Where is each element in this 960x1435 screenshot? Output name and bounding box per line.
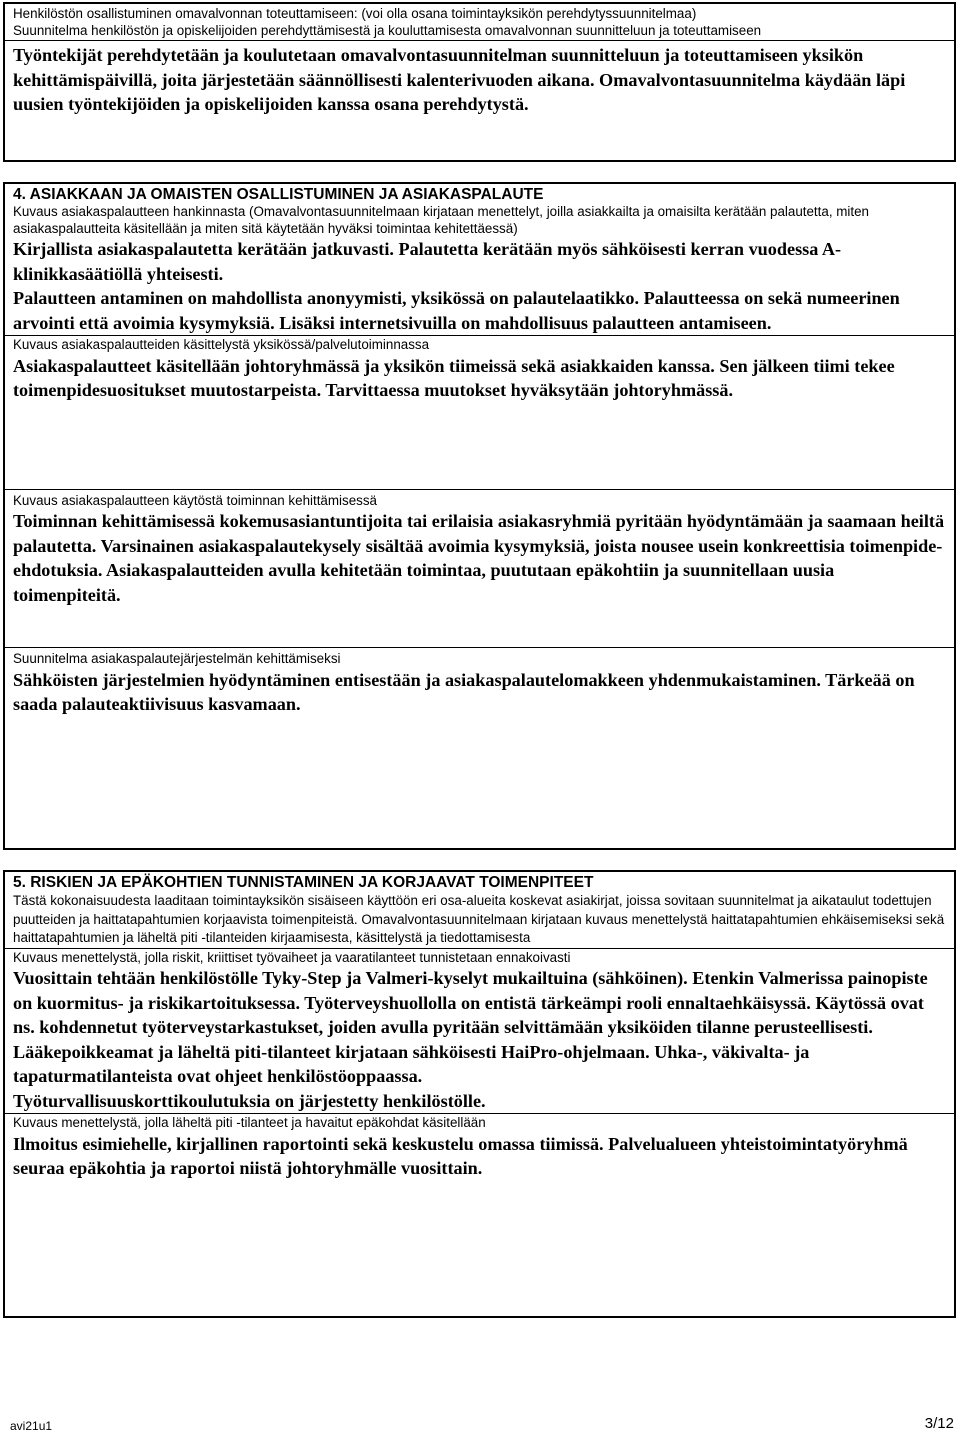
- near-miss-label: Kuvaus menettelystä, jolla läheltä piti -tilanteet ja havaitut epäkohdat käsitellään: [13, 1115, 486, 1130]
- risk-reporting-text: Lääkepoikkeamat ja läheltä piti-tilanteet kirjataan sähköisesti HaiPro-ohjelmaan. Uhka-, väkivalta- ja tapaturmatilanteista ovat ohjeet henkilöstöoppaassa.: [13, 1041, 810, 1086]
- section-4-heading: 4. ASIAKKAAN JA OMAISTEN OSALLISTUMINEN JA ASIAKASPALAUTE: [13, 186, 544, 203]
- feedback-collection-label: Kuvaus asiakaspalautteen hankinnasta (Omavalvontasuunnitelmaan kirjataan menettelyt, joilla asiakkailta ja omaisilta kerätään palautetta, miten asiakaspalautteita käsitellään ja miten sitä käytetään hyväksi toimintaa kehitettäessä): [13, 204, 870, 236]
- feedback-handling-label: Kuvaus asiakaspalautteiden käsittelystä yksikössä/palvelutoiminnassa: [13, 337, 430, 352]
- section-5-heading: 5. RISKIEN JA EPÄKOHTIEN TUNNISTAMINEN JA KORJAAVAT TOIMENPITEET: [13, 874, 594, 891]
- near-miss-text: Ilmoitus esimiehelle, kirjallinen raportointi sekä keskustelu omassa tiimissä. Palvelualueen yhteistoimintatyöryhmä seuraa epäkohtia ja raportoi niistä johtoryhmälle vuosittain.: [13, 1133, 908, 1178]
- form-code: avi21u1: [10, 1419, 53, 1433]
- feedback-collection-text-2: Palautteen antaminen on mahdollista anonyymisti, yksikössä on palautelaatikko. Palautteessa on sekä numeerinen arvointi että avoimia kysymyksiä. Lisäksi internetsivuilla on mahdollisuus palautteen antamiseen.: [5, 286, 954, 336]
- section-5-intro: Tästä kokonaisuudesta laaditaan toimintayksikön sisäiseen käyttöön eri osa-alueita koskevat asiakirjat, joissa sovitaan suunnitelmat ja aikataulut todettujen puutteiden ja haittatapahtumien korjaavista toimenpiteistä. Omavalvontasuunnitelmaan kirjataan kuvaus menettelystä haittatapahtumien ehkäisemiseksi sekä haittatapahtumien ja läheltä piti -tilanteiden kirjaamisesta, käsittelystä ja tiedottamisesta: [5, 892, 954, 949]
- risk-identification-label: Kuvaus menettelystä, jolla riskit, kriittiset työvaiheet ja vaaratilanteet tunnistetaan ennakoivasti: [13, 949, 571, 965]
- feedback-usage-label: Kuvaus asiakaspalautteen käytöstä toiminnan kehittämisessä: [13, 492, 377, 508]
- section-4-box: [3, 182, 956, 850]
- feedback-development-text: Sähköisten järjestelmien hyödyntäminen entisestään ja asiakaspalautelomakkeen yhdenmukaistaminen. Tärkeää on saada palauteaktiivisuus kasvamaan.: [13, 669, 915, 714]
- staff-orientation-label: Suunnitelma henkilöstön ja opiskelijoiden perehdyttämisestä ja kouluttamisesta omavalvonnan suunnitteluun ja toteuttamiseen: [5, 23, 954, 42]
- page-number: 3/12: [924, 1415, 954, 1432]
- feedback-usage-text: Toiminnan kehittämisessä kokemusasiantuntijoita tai erilaisia asiakasryhmiä pyritään hyödyntämään ja saamaan heiltä palautetta. Varsinainen asiakaspalautekysely sisältää avoimia kysymyksiä, joista nousee usein konkreettisia toimenpide-ehdotuksia. Asiakaspalautteiden avulla kehitetään toimintaa, puututaan epäkohtiin ja suunnitellaan uusia toimenpiteitä.: [5, 509, 954, 648]
- section-5-box: [3, 870, 956, 1318]
- risk-identification-text: Vuosittain tehtään henkilöstölle Tyky-Step ja Valmeri-kyselyt mukailtuina (sähköinen). Etenkin Valmerissa painopiste on kuormitus- ja riskikartoituksessa. Työterveyshuollolla on entistä tärkeämpi rooli ennaltaehkäisyssä. Käytössä ovat ns. kohdennetut työterveystarkastukset, joiden avulla pyritään selvittämään yksiköiden tilanne perusteellisesti.: [13, 968, 928, 1037]
- staff-orientation-text: Työntekijät perehdytetään ja koulutetaan omavalvontasuunnitelman suunnitteluun ja toteuttamiseen yksikön kehittämispäivillä, joita järjestetään säännöllisesti kalenterivuoden aikana. Omavalvontasuunnitelma käydään läpi uusien työntekijöiden ja opiskelijoiden kanssa osana perehdytystä.: [13, 45, 906, 114]
- feedback-handling-text: Asiakaspalautteet käsitellään johtoryhmässä ja yksikön tiimeissä sekä asiakkaiden kanssa. Sen jälkeen tiimi tekee toimenpidesuositukset muutostarpeista. Tarvittaessa muutokset hyväksytään johtoryhmässä.: [5, 354, 954, 490]
- feedback-development-label: Suunnitelma asiakaspalautejärjestelmän kehittämiseksi: [13, 651, 341, 666]
- safety-training-text: Työturvallisuuskorttikoulutuksia on järjestetty henkilöstölle.: [5, 1089, 954, 1115]
- feedback-collection-text: Kirjallista asiakaspalautetta kerätään jatkuvasti. Palautetta kerätään myös sähköisesti kerran vuodessa A-klinikkasäätiöllä yhteisesti.: [13, 239, 842, 284]
- staff-participation-label: Henkilöstön osallistuminen omavalvonnan toteuttamiseen: (voi olla osana toimintayksikön perehdytyssuunnitelmaa): [13, 6, 697, 21]
- staff-participation-box: [3, 2, 956, 162]
